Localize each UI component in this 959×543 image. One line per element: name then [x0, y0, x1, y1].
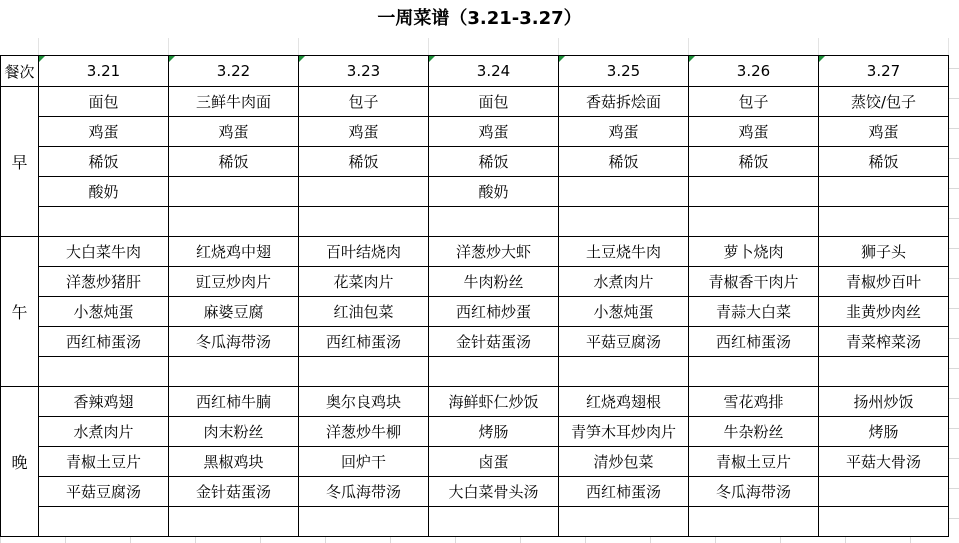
dish-cell[interactable]: 奥尔良鸡块 — [299, 387, 429, 417]
date-cell[interactable]: 3.23 — [299, 56, 429, 87]
menu-row — [1, 417, 949, 447]
dish-cell[interactable]: 面包 — [39, 87, 169, 117]
dish-cell[interactable] — [299, 207, 429, 237]
dish-cell[interactable] — [559, 507, 689, 537]
dish-cell[interactable]: 黑椒鸡块 — [169, 447, 299, 477]
dish-cell[interactable]: 西红柿炒蛋 — [429, 297, 559, 327]
dish-cell[interactable]: 扬州炒饭 — [819, 387, 949, 417]
dish-cell[interactable]: 稀饭 — [689, 147, 819, 177]
dish-cell[interactable] — [819, 507, 949, 537]
meal-label-cell[interactable]: 午 — [1, 237, 39, 387]
cell-marker — [559, 56, 565, 62]
dish-cell[interactable]: 香辣鸡翅 — [39, 387, 169, 417]
dish-cell[interactable]: 水煮肉片 — [559, 267, 689, 297]
menu-row — [1, 357, 949, 387]
menu-row — [1, 267, 949, 297]
dish-cell[interactable]: 麻婆豆腐 — [169, 297, 299, 327]
dish-cell[interactable]: 平菇大骨汤 — [819, 447, 949, 477]
dish-cell[interactable]: 卤蛋 — [429, 447, 559, 477]
dish-cell[interactable]: 西红柿蛋汤 — [299, 327, 429, 357]
dish-cell[interactable]: 肉末粉丝 — [169, 417, 299, 447]
dish-cell[interactable]: 稀饭 — [559, 147, 689, 177]
dish-cell[interactable]: 红油包菜 — [299, 297, 429, 327]
meal-label-cell[interactable]: 晚 — [1, 387, 39, 537]
dish-cell[interactable] — [559, 207, 689, 237]
cell-marker — [429, 56, 435, 62]
menu-row — [1, 507, 949, 537]
date-cell[interactable]: 3.27 — [819, 56, 949, 87]
dish-cell[interactable]: 青椒土豆片 — [689, 447, 819, 477]
dish-cell[interactable]: 包子 — [299, 87, 429, 117]
dish-cell[interactable]: 香菇拆烩面 — [559, 87, 689, 117]
dish-cell[interactable] — [169, 207, 299, 237]
dish-cell[interactable] — [689, 357, 819, 387]
dish-cell[interactable]: 狮子头 — [819, 237, 949, 267]
menu-row — [1, 177, 949, 207]
dish-cell[interactable]: 稀饭 — [39, 147, 169, 177]
dish-cell[interactable]: 洋葱炒大虾 — [429, 237, 559, 267]
dish-cell[interactable]: 小葱炖蛋 — [39, 297, 169, 327]
cell-marker — [689, 56, 695, 62]
cell-marker — [299, 56, 305, 62]
dish-cell[interactable]: 冬瓜海带汤 — [299, 477, 429, 507]
dish-cell[interactable]: 稀饭 — [819, 147, 949, 177]
dish-cell[interactable]: 青椒炒百叶 — [819, 267, 949, 297]
date-cell[interactable]: 3.22 — [169, 56, 299, 87]
menu-row — [1, 237, 949, 267]
dish-cell[interactable]: 包子 — [689, 87, 819, 117]
dish-cell[interactable] — [429, 357, 559, 387]
dish-cell[interactable] — [39, 357, 169, 387]
date-cell[interactable]: 3.25 — [559, 56, 689, 87]
dish-cell[interactable]: 金针菇蛋汤 — [429, 327, 559, 357]
dish-cell[interactable]: 平菇豆腐汤 — [559, 327, 689, 357]
dish-cell[interactable]: 牛肉粉丝 — [429, 267, 559, 297]
header-row — [1, 56, 949, 87]
dish-cell[interactable] — [689, 507, 819, 537]
dish-cell[interactable]: 酸奶 — [39, 177, 169, 207]
dish-cell[interactable]: 稀饭 — [169, 147, 299, 177]
menu-row — [1, 117, 949, 147]
blank-row[interactable] — [0, 38, 959, 55]
dish-cell[interactable] — [689, 207, 819, 237]
dish-cell[interactable]: 稀饭 — [429, 147, 559, 177]
dish-cell[interactable] — [299, 507, 429, 537]
dish-cell[interactable]: 青菜榨菜汤 — [819, 327, 949, 357]
dish-cell[interactable]: 百叶结烧肉 — [299, 237, 429, 267]
menu-row — [1, 327, 949, 357]
dish-cell[interactable]: 水煮肉片 — [39, 417, 169, 447]
dish-cell[interactable]: 三鲜牛肉面 — [169, 87, 299, 117]
dish-cell[interactable]: 青椒香干肉片 — [689, 267, 819, 297]
date-cell[interactable]: 3.21 — [39, 56, 169, 87]
menu-table — [0, 55, 949, 537]
dish-cell[interactable]: 豇豆炒肉片 — [169, 267, 299, 297]
dish-cell[interactable] — [299, 177, 429, 207]
dish-cell[interactable]: 冬瓜海带汤 — [689, 477, 819, 507]
dish-cell[interactable] — [819, 177, 949, 207]
dish-cell[interactable] — [169, 507, 299, 537]
dish-cell[interactable]: 冬瓜海带汤 — [169, 327, 299, 357]
menu-row — [1, 387, 949, 417]
meal-label-cell[interactable]: 早 — [1, 87, 39, 237]
menu-row — [1, 87, 949, 117]
dish-cell[interactable] — [169, 357, 299, 387]
dish-cell[interactable]: 鸡蛋 — [39, 117, 169, 147]
dish-cell[interactable] — [299, 357, 429, 387]
menu-row — [1, 207, 949, 237]
dish-cell[interactable]: 回炉干 — [299, 447, 429, 477]
dish-cell[interactable] — [429, 507, 559, 537]
dish-cell[interactable] — [559, 357, 689, 387]
dish-cell[interactable]: 韭黄炒肉丝 — [819, 297, 949, 327]
dish-cell[interactable]: 西红柿蛋汤 — [39, 327, 169, 357]
dish-cell[interactable]: 花菜肉片 — [299, 267, 429, 297]
meal-header-cell[interactable]: 餐次 — [1, 56, 39, 87]
dish-cell[interactable]: 酸奶 — [429, 177, 559, 207]
dish-cell[interactable]: 蒸饺/包子 — [819, 87, 949, 117]
page-title: 一周菜谱（3.21-3.27） — [377, 8, 582, 29]
spreadsheet-grid[interactable] — [0, 38, 959, 543]
dish-cell[interactable]: 平菇豆腐汤 — [39, 477, 169, 507]
dish-cell[interactable]: 牛杂粉丝 — [689, 417, 819, 447]
dish-cell[interactable]: 海鲜虾仁炒饭 — [429, 387, 559, 417]
dish-cell[interactable]: 稀饭 — [299, 147, 429, 177]
dish-cell[interactable] — [819, 357, 949, 387]
dish-cell[interactable]: 大白菜牛肉 — [39, 237, 169, 267]
dish-cell[interactable]: 青蒜大白菜 — [689, 297, 819, 327]
menu-row — [1, 447, 949, 477]
dish-cell[interactable]: 烤肠 — [429, 417, 559, 447]
dish-cell[interactable] — [819, 477, 949, 507]
dish-cell[interactable]: 烤肠 — [819, 417, 949, 447]
dish-cell[interactable]: 鸡蛋 — [559, 117, 689, 147]
date-cell[interactable]: 3.26 — [689, 56, 819, 87]
dish-cell[interactable]: 大白菜骨头汤 — [429, 477, 559, 507]
dish-cell[interactable]: 萝卜烧肉 — [689, 237, 819, 267]
dish-cell[interactable]: 土豆烧牛肉 — [559, 237, 689, 267]
dish-cell[interactable] — [39, 507, 169, 537]
dish-cell[interactable]: 清炒包菜 — [559, 447, 689, 477]
dish-cell[interactable]: 鸡蛋 — [429, 117, 559, 147]
cell-marker — [819, 56, 825, 62]
dish-cell[interactable]: 金针菇蛋汤 — [169, 477, 299, 507]
menu-row — [1, 477, 949, 507]
menu-row — [1, 147, 949, 177]
dish-cell[interactable]: 西红柿蛋汤 — [689, 327, 819, 357]
dish-cell[interactable] — [169, 177, 299, 207]
cell-marker — [169, 56, 175, 62]
dish-cell[interactable]: 雪花鸡排 — [689, 387, 819, 417]
dish-cell[interactable]: 青椒土豆片 — [39, 447, 169, 477]
dish-cell[interactable]: 面包 — [429, 87, 559, 117]
dish-cell[interactable]: 西红柿牛腩 — [169, 387, 299, 417]
dish-cell[interactable] — [819, 207, 949, 237]
dish-cell[interactable]: 鸡蛋 — [299, 117, 429, 147]
dish-cell[interactable]: 红烧鸡翅根 — [559, 387, 689, 417]
dish-cell[interactable]: 小葱炖蛋 — [559, 297, 689, 327]
dish-cell[interactable]: 青笋木耳炒肉片 — [559, 417, 689, 447]
date-cell[interactable]: 3.24 — [429, 56, 559, 87]
dish-cell[interactable]: 洋葱炒猪肝 — [39, 267, 169, 297]
dish-cell[interactable]: 鸡蛋 — [689, 117, 819, 147]
menu-row — [1, 297, 949, 327]
dish-cell[interactable] — [39, 207, 169, 237]
dish-cell[interactable]: 鸡蛋 — [169, 117, 299, 147]
dish-cell[interactable]: 洋葱炒牛柳 — [299, 417, 429, 447]
dish-cell[interactable]: 西红柿蛋汤 — [559, 477, 689, 507]
dish-cell[interactable] — [559, 177, 689, 207]
dish-cell[interactable]: 鸡蛋 — [819, 117, 949, 147]
dish-cell[interactable]: 红烧鸡中翅 — [169, 237, 299, 267]
dish-cell[interactable] — [429, 207, 559, 237]
dish-cell[interactable] — [689, 177, 819, 207]
cell-marker — [39, 56, 45, 62]
